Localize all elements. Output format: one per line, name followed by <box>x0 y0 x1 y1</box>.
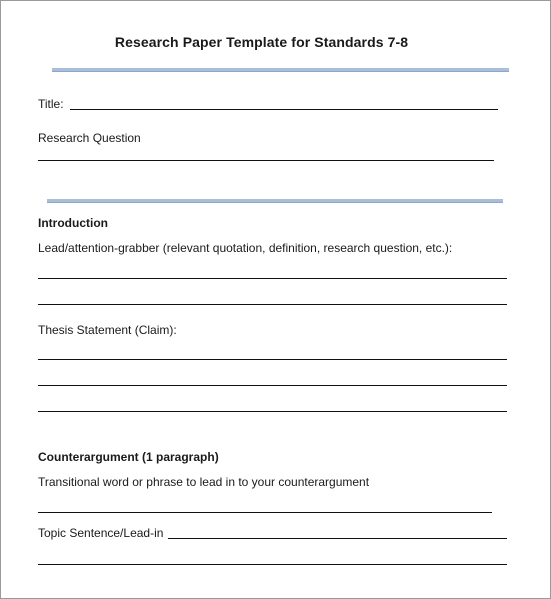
title-field-label: Title: <box>38 97 64 111</box>
thesis-line-1[interactable] <box>38 359 507 360</box>
lead-line-2[interactable] <box>38 304 507 305</box>
transitional-line[interactable] <box>38 512 492 513</box>
topic-sentence-line-1[interactable] <box>168 538 507 539</box>
introduction-heading: Introduction <box>38 216 108 230</box>
topic-sentence-label: Topic Sentence/Lead-in <box>38 526 164 540</box>
research-question-label: Research Question <box>38 131 141 145</box>
research-question-line[interactable] <box>38 160 494 161</box>
topic-sentence-line-2[interactable] <box>38 564 507 565</box>
counterargument-heading: Counterargument (1 paragraph) <box>38 450 219 464</box>
divider-middle <box>47 199 503 203</box>
thesis-line-2[interactable] <box>38 385 507 386</box>
lead-label: Lead/attention-grabber (relevant quotation, definition, research question, etc.): <box>38 241 453 255</box>
thesis-label: Thesis Statement (Claim): <box>38 323 177 337</box>
transitional-label: Transitional word or phrase to lead in to your counterargument <box>38 475 370 489</box>
divider-top <box>52 68 509 72</box>
title-field-line[interactable] <box>70 109 498 110</box>
lead-line-1[interactable] <box>38 278 507 279</box>
thesis-line-3[interactable] <box>38 411 507 412</box>
page-title: Research Paper Template for Standards 7-8 <box>114 34 409 50</box>
